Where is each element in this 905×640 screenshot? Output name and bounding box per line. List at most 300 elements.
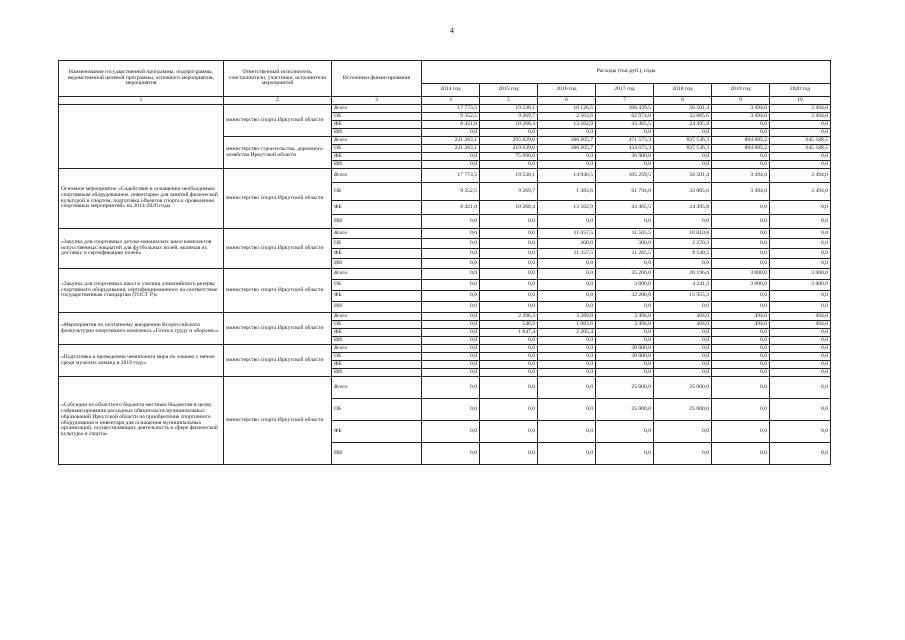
amount-cell: 0,0	[422, 443, 480, 465]
amount-cell: 0,0	[596, 215, 654, 229]
amount-cell: 0,0	[712, 369, 770, 377]
amount-cell: 11 657,5	[538, 229, 596, 239]
amount-cell: 0,0	[480, 337, 538, 345]
funding-source-cell: ИИ	[332, 443, 422, 465]
funding-source-cell: ФБ	[332, 121, 422, 129]
amount-cell: 32 200,0	[596, 291, 654, 302]
amount-cell: 3 494,0	[712, 113, 770, 121]
amount-cell: 19 538,1	[480, 105, 538, 113]
column-number: 7	[596, 97, 654, 105]
amount-cell: 0,0	[538, 161, 596, 169]
amount-cell: 0,0	[422, 269, 480, 280]
amount-cell: 0,0	[422, 421, 480, 443]
amount-cell: 0,0	[480, 269, 538, 280]
amount-cell: 241 263,1	[422, 145, 480, 153]
table-row	[59, 169, 831, 183]
funding-source-cell: ФБ	[332, 291, 422, 302]
amount-cell: 0,0	[654, 129, 712, 137]
amount-cell: 0,0	[770, 361, 831, 369]
amount-cell: 0,0	[596, 337, 654, 345]
program-name-cell: «Закупка для спортивных детско-юношеских школ комплектов искусственных покрытий для футбольных полей, включая их доставку и сертификацию полей»	[59, 229, 224, 269]
amount-cell: 105 259,5	[596, 169, 654, 183]
amount-cell: 3 000,0	[596, 280, 654, 291]
amount-cell: 494,0	[770, 321, 831, 329]
amount-cell: 8 421,0	[422, 201, 480, 215]
column-header-executor: Ответственный исполнитель, соисполнители, участники, исполнители мероприятий	[224, 61, 332, 97]
amount-cell: 0,0	[480, 345, 538, 353]
amount-cell: 24 495,8	[654, 121, 712, 129]
amount-cell: 0,0	[712, 229, 770, 239]
amount-cell: 0,0	[538, 443, 596, 465]
amount-cell: 9 352,5	[422, 113, 480, 121]
funding-source-cell: ОБ	[332, 321, 422, 329]
column-header-source: Источники финансирования	[332, 61, 422, 97]
amount-cell: 0,0	[538, 129, 596, 137]
amount-cell: 3 494,0	[712, 183, 770, 201]
year-header: 2016 год	[538, 84, 596, 97]
executor-cell: министерство спорта Иркутской области	[224, 169, 332, 229]
funding-source-cell: ФБ	[332, 249, 422, 259]
amount-cell: 0,0	[596, 421, 654, 443]
amount-cell: 0,0	[422, 239, 480, 249]
program-name-cell: «Мероприятия по поэтапному внедрению Всероссийского физкультурно-спортивного комплекса «Готов к труду и обороне»»	[59, 313, 224, 345]
amount-cell: 0,0	[770, 215, 831, 229]
funding-source-cell: Всего	[332, 345, 422, 353]
amount-cell: 0,0	[480, 161, 538, 169]
amount-cell: 0,0	[422, 345, 480, 353]
amount-cell: 3 494,0	[596, 313, 654, 321]
amount-cell: 0,0	[770, 129, 831, 137]
amount-cell: 0,0	[422, 153, 480, 161]
column-number: 8	[654, 97, 712, 105]
amount-cell: 0,0	[770, 353, 831, 361]
executor-cell: министерство спорта Иркутской области	[224, 229, 332, 269]
program-name-cell: «Подготовка к проведению чемпионата мира по хоккею с мячом среди мужских команд в 2019 году»	[59, 345, 224, 377]
funding-source-cell: Всего	[332, 229, 422, 239]
table-body	[59, 105, 831, 465]
amount-cell: 11 265,5	[596, 249, 654, 259]
amount-cell: 3 494,0	[712, 169, 770, 183]
amount-cell: 14 946,5	[538, 169, 596, 183]
amount-cell: 35 200,0	[596, 269, 654, 280]
amount-cell: 0,0	[422, 329, 480, 337]
executor-cell: министерство спорта Иркутской области	[224, 377, 332, 465]
amount-cell: 0,0	[480, 259, 538, 269]
funding-source-cell: ИИ	[332, 259, 422, 269]
funding-source-cell: Всего	[332, 105, 422, 113]
amount-cell: 0,0	[712, 345, 770, 353]
amount-cell: 0,0	[770, 337, 831, 345]
year-header: 2015 год	[480, 84, 538, 97]
amount-cell: 13 562,9	[538, 121, 596, 129]
funding-source-cell: ОБ	[332, 399, 422, 421]
amount-cell: 43 465,5	[596, 201, 654, 215]
amount-cell: 3 494,0	[770, 105, 831, 113]
amount-cell: 36 900,0	[596, 153, 654, 161]
amount-cell: 0,0	[712, 353, 770, 361]
amount-cell: 0,0	[538, 280, 596, 291]
amount-cell: 471 573,3	[596, 137, 654, 145]
amount-cell: 3 494,0	[712, 105, 770, 113]
amount-cell: 0,0	[712, 259, 770, 269]
amount-cell: 0,0	[422, 161, 480, 169]
amount-cell: 0,0	[654, 369, 712, 377]
amount-cell: 0,0	[712, 121, 770, 129]
amount-cell: 0,0	[422, 280, 480, 291]
amount-cell: 56 501,4	[654, 169, 712, 183]
amount-cell: 0,0	[654, 361, 712, 369]
amount-cell: 645 188,5	[770, 137, 831, 145]
amount-cell: 0,0	[480, 249, 538, 259]
amount-cell: 0,0	[596, 302, 654, 313]
amount-cell: 3 000,0	[770, 280, 831, 291]
amount-cell: 43 465,5	[596, 121, 654, 129]
program-name-cell: «Субсидии из областного бюджета местным бюджетам в целях софинансирования расходных обязательств муниципальных образований Иркутской области на приобретение спортивного оборудования и инвентаря для оснащения муниципальных организаций, осуществляющих деятельность в сфере физической культуры и спорта»	[59, 377, 224, 465]
funding-source-cell: ФБ	[332, 421, 422, 443]
table-row	[59, 313, 831, 321]
amount-cell: 0,0	[770, 229, 831, 239]
amount-cell: 10 268,4	[480, 121, 538, 129]
amount-cell: 0,0	[422, 321, 480, 329]
amount-cell: 32 005,6	[654, 183, 712, 201]
amount-cell: 0,0	[712, 153, 770, 161]
amount-cell: 0,0	[422, 249, 480, 259]
column-number: 4	[422, 97, 480, 105]
amount-cell: 837 536,3	[654, 145, 712, 153]
funding-source-cell: ИИ	[332, 337, 422, 345]
amount-cell: 0,0	[538, 361, 596, 369]
amount-cell: 0,0	[422, 291, 480, 302]
amount-cell: 0,0	[422, 313, 480, 321]
amount-cell: 0,0	[654, 337, 712, 345]
amount-cell: 56 501,4	[654, 105, 712, 113]
amount-cell: 0,0	[712, 215, 770, 229]
amount-cell: 0,0	[712, 421, 770, 443]
table-row	[59, 377, 831, 399]
amount-cell: 3 000,0	[712, 280, 770, 291]
amount-cell: 0,0	[770, 259, 831, 269]
amount-cell: 0,0	[770, 161, 831, 169]
amount-cell: 13 562,9	[538, 201, 596, 215]
amount-cell: 20 196,6	[654, 269, 712, 280]
amount-cell: 0,0	[596, 369, 654, 377]
amount-cell: 0,0	[712, 249, 770, 259]
amount-cell: 0,0	[712, 291, 770, 302]
amount-cell: 4 241,3	[654, 280, 712, 291]
amount-cell: 494,0	[654, 321, 712, 329]
amount-cell: 3 494,0	[770, 183, 831, 201]
amount-cell: 0,0	[538, 259, 596, 269]
amount-cell: 0,0	[538, 421, 596, 443]
funding-source-cell: Всего	[332, 313, 422, 321]
year-header: 2017 год	[596, 84, 654, 97]
amount-cell: 0,0	[422, 377, 480, 399]
amount-cell: 11 565,5	[596, 229, 654, 239]
amount-cell: 0,0	[770, 121, 831, 129]
amount-cell: 0,0	[770, 291, 831, 302]
amount-cell: 0,0	[480, 291, 538, 302]
amount-cell: 0,0	[712, 239, 770, 249]
executor-cell: министерство спорта Иркутской области	[224, 345, 332, 377]
column-number: 1	[59, 97, 224, 105]
funding-source-cell: ОБ	[332, 280, 422, 291]
amount-cell: 0,0	[422, 215, 480, 229]
amount-cell: 10 268,4	[480, 201, 538, 215]
column-header-name: Наименование государственной программы, подпрограммы, ведомственной целевой программы, основного мероприятия, мероприятия	[59, 61, 224, 97]
amount-cell: 0,0	[770, 345, 831, 353]
executor-cell: министерство строительства, дорожного хозяйства Иркутской области	[224, 137, 332, 169]
amount-cell: 25 000,0	[654, 377, 712, 399]
amount-cell: 0,0	[538, 345, 596, 353]
funding-source-cell: Всего	[332, 269, 422, 280]
amount-cell: 9 269,7	[480, 183, 538, 201]
amount-cell: 3 494,0	[770, 113, 831, 121]
amount-cell: 295 629,0	[480, 137, 538, 145]
amount-cell: 0,0	[480, 280, 538, 291]
amount-cell: 186 205,7	[538, 145, 596, 153]
table-row	[59, 105, 831, 113]
amount-cell: 894 885,2	[712, 145, 770, 153]
amount-cell: 3 289,0	[538, 313, 596, 321]
amount-cell: 0,0	[480, 129, 538, 137]
funding-source-cell: Всего	[332, 377, 422, 399]
amount-cell: 2 563,6	[538, 113, 596, 121]
column-number: 2	[224, 97, 332, 105]
funding-source-cell: Всего	[332, 137, 422, 145]
amount-cell: 0,0	[770, 443, 831, 465]
amount-cell: 0,0	[654, 329, 712, 337]
amount-cell: 15 955,3	[654, 291, 712, 302]
amount-cell: 0,0	[596, 443, 654, 465]
amount-cell: 25 000,0	[596, 377, 654, 399]
amount-cell: 0,0	[712, 361, 770, 369]
amount-cell: 17 773,5	[422, 169, 480, 183]
amount-cell: 0,0	[654, 421, 712, 443]
table-row	[59, 345, 831, 353]
amount-cell: 0,0	[712, 443, 770, 465]
amount-cell: 0,0	[538, 377, 596, 399]
amount-cell: 548,9	[480, 321, 538, 329]
expenditure-table	[58, 60, 831, 465]
amount-cell: 0,0	[770, 249, 831, 259]
column-header-expenses: Расходы (тыс.руб.), годы	[422, 61, 831, 84]
funding-source-cell: ОБ	[332, 239, 422, 249]
amount-cell: 0,0	[538, 399, 596, 421]
program-name-cell: «Закупка для спортивных школ и училищ олимпийского резерва спортивного оборудования, сертифицированного на соответствие государственным стандартам (ГОСТ Р)»	[59, 269, 224, 313]
funding-source-cell: ИИ	[332, 129, 422, 137]
amount-cell: 0,0	[538, 353, 596, 361]
amount-cell: 32 005,6	[654, 113, 712, 121]
year-header: 2019 год	[712, 84, 770, 97]
funding-source-cell: ИИ	[332, 369, 422, 377]
year-header: 2020 год	[770, 84, 831, 97]
amount-cell: 0,0	[770, 302, 831, 313]
amount-cell: 0,0	[422, 229, 480, 239]
amount-cell: 3 000,0	[770, 269, 831, 280]
amount-cell: 0,0	[422, 361, 480, 369]
funding-source-cell: ФБ	[332, 201, 422, 215]
amount-cell: 434 673,3	[596, 145, 654, 153]
amount-cell: 0,0	[480, 353, 538, 361]
amount-cell: 0,0	[596, 361, 654, 369]
amount-cell: 75 990,0	[480, 153, 538, 161]
amount-cell: 3 494,0	[770, 169, 831, 183]
amount-cell: 0,0	[770, 399, 831, 421]
amount-cell: 0,0	[422, 369, 480, 377]
amount-cell: 0,0	[654, 345, 712, 353]
funding-source-cell: Всего	[332, 169, 422, 183]
amount-cell: 2 396,3	[480, 313, 538, 321]
amount-cell: 0,0	[654, 215, 712, 229]
amount-cell: 0,0	[654, 153, 712, 161]
amount-cell: 645 188,5	[770, 145, 831, 153]
amount-cell: 3 000,0	[712, 269, 770, 280]
amount-cell: 30 000,0	[596, 345, 654, 353]
amount-cell: 0,0	[712, 201, 770, 215]
amount-cell: 0,0	[712, 129, 770, 137]
amount-cell: 0,0	[538, 215, 596, 229]
amount-cell: 0,0	[480, 302, 538, 313]
column-number: 6	[538, 97, 596, 105]
amount-cell: 11 357,5	[538, 249, 596, 259]
column-number: 10	[770, 97, 831, 105]
page-number: 4	[450, 26, 454, 35]
column-number: 3	[332, 97, 422, 105]
year-header: 2018 год	[654, 84, 712, 97]
amount-cell: 0,0	[712, 377, 770, 399]
amount-cell: 0,0	[422, 337, 480, 345]
amount-cell: 0,0	[538, 337, 596, 345]
amount-cell: 0,0	[654, 302, 712, 313]
amount-cell: 894 885,2	[712, 137, 770, 145]
funding-source-cell: ФБ	[332, 329, 422, 337]
amount-cell: 0,0	[770, 421, 831, 443]
amount-cell: 0,0	[596, 161, 654, 169]
funding-source-cell: ИИ	[332, 161, 422, 169]
amount-cell: 61 794,0	[596, 183, 654, 201]
amount-cell: 300,0	[596, 239, 654, 249]
amount-cell: 1 847,4	[480, 329, 538, 337]
amount-cell: 494,0	[712, 321, 770, 329]
column-number: 5	[480, 97, 538, 105]
amount-cell: 9 352,5	[422, 183, 480, 201]
amount-cell: 0,0	[480, 229, 538, 239]
amount-cell: 0,0	[538, 291, 596, 302]
amount-cell: 0,0	[712, 329, 770, 337]
amount-cell: 186 205,7	[538, 137, 596, 145]
amount-cell: 0,0	[770, 153, 831, 161]
amount-cell: 0,0	[712, 161, 770, 169]
amount-cell: 8 540,5	[654, 249, 712, 259]
amount-cell: 3 494,0	[596, 321, 654, 329]
amount-cell: 0,0	[770, 239, 831, 249]
amount-cell: 0,0	[770, 369, 831, 377]
funding-source-cell: ОБ	[332, 353, 422, 361]
amount-cell: 19 538,1	[480, 169, 538, 183]
amount-cell: 0,0	[538, 302, 596, 313]
executor-cell: министерство спорта Иркутской области	[224, 313, 332, 345]
amount-cell: 0,0	[422, 353, 480, 361]
amount-cell: 837 536,3	[654, 137, 712, 145]
amount-cell: 0,0	[770, 329, 831, 337]
amount-cell: 1 383,6	[538, 183, 596, 201]
amount-cell: 10 810,8	[654, 229, 712, 239]
funding-source-cell: ФБ	[332, 153, 422, 161]
table-row	[59, 229, 831, 239]
amount-cell: 0,0	[480, 377, 538, 399]
amount-cell: 219 639,0	[480, 145, 538, 153]
amount-cell: 0,0	[480, 443, 538, 465]
amount-cell: 0,0	[538, 269, 596, 280]
column-number: 9	[712, 97, 770, 105]
amount-cell: 0,0	[654, 161, 712, 169]
year-header: 2014 год	[422, 84, 480, 97]
amount-cell: 300,0	[538, 239, 596, 249]
amount-cell: 241 263,1	[422, 137, 480, 145]
amount-cell: 0,0	[422, 259, 480, 269]
program-name-cell	[59, 105, 224, 169]
amount-cell: 0,0	[480, 239, 538, 249]
amount-cell: 25 000,0	[596, 399, 654, 421]
funding-source-cell: ОБ	[332, 183, 422, 201]
amount-cell: 0,0	[712, 337, 770, 345]
amount-cell: 494,0	[654, 313, 712, 321]
amount-cell: 0,0	[654, 353, 712, 361]
amount-cell: 0,0	[654, 443, 712, 465]
amount-cell: 62 974,0	[596, 113, 654, 121]
amount-cell: 25 000,0	[654, 399, 712, 421]
amount-cell: 0,0	[480, 399, 538, 421]
amount-cell: 0,0	[480, 369, 538, 377]
executor-cell: министерство спорта Иркутской области	[224, 105, 332, 137]
program-name-cell: Основное мероприятие «Содействие в оснащении необходимым спортивным оборудованием, инвентарем для занятий физической культурой и спортом, подготовка объектов спорта к проведению спортивных мероприятий» на 2014-2020 годы	[59, 169, 224, 229]
amount-cell: 0,0	[422, 129, 480, 137]
amount-cell: 0,0	[538, 153, 596, 161]
amount-cell: 1 083,6	[538, 321, 596, 329]
amount-cell: 0,0	[480, 421, 538, 443]
table-row	[59, 269, 831, 280]
executor-cell: министерство спорта Иркутской области	[224, 269, 332, 313]
amount-cell: 0,0	[712, 399, 770, 421]
amount-cell: 0,0	[770, 377, 831, 399]
amount-cell: 0,0	[596, 129, 654, 137]
amount-cell: 0,0	[422, 302, 480, 313]
amount-cell: 17 773,5	[422, 105, 480, 113]
amount-cell: 0,0	[422, 399, 480, 421]
funding-source-cell: ОБ	[332, 145, 422, 153]
funding-source-cell: ФБ	[332, 361, 422, 369]
amount-cell: 0,0	[480, 215, 538, 229]
funding-source-cell: ИИ	[332, 215, 422, 229]
amount-cell: 9 269,7	[480, 113, 538, 121]
amount-cell: 0,0	[712, 302, 770, 313]
funding-source-cell: ОБ	[332, 113, 422, 121]
amount-cell: 0,0	[480, 361, 538, 369]
amount-cell: 494,0	[712, 313, 770, 321]
amount-cell: 30 000,0	[596, 353, 654, 361]
amount-cell: 0,0	[770, 201, 831, 215]
amount-cell: 8 421,0	[422, 121, 480, 129]
amount-cell: 0,0	[596, 259, 654, 269]
funding-source-cell: ИИ	[332, 302, 422, 313]
amount-cell: 0,0	[654, 259, 712, 269]
amount-cell: 494,0	[770, 313, 831, 321]
amount-cell: 0,0	[538, 369, 596, 377]
amount-cell: 16 126,5	[538, 105, 596, 113]
amount-cell: 24 495,8	[654, 201, 712, 215]
amount-cell: 106 439,5	[596, 105, 654, 113]
amount-cell: 2 270,3	[654, 239, 712, 249]
